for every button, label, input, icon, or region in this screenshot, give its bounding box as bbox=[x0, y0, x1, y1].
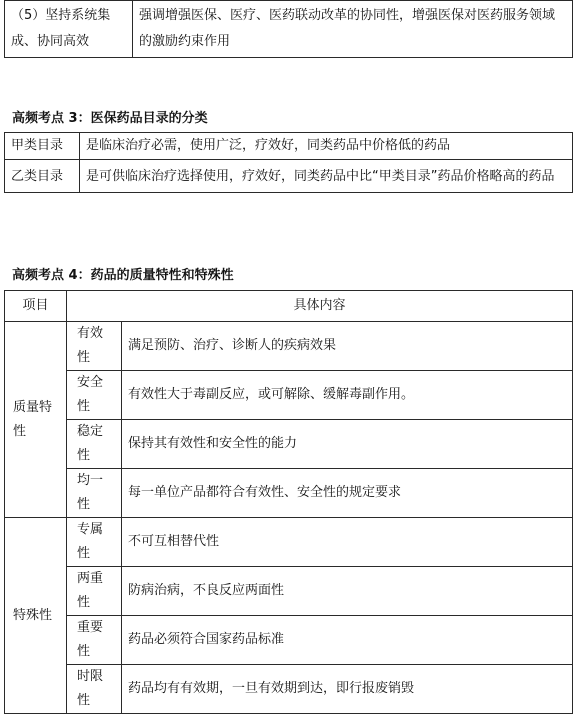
table-row bbox=[5, 371, 573, 420]
table-row bbox=[5, 133, 573, 160]
characteristic-name: 专属性 bbox=[67, 518, 122, 567]
table-row bbox=[5, 567, 573, 616]
characteristic-desc: 药品均有有效期，一旦有效期到达，即行报废销毁 bbox=[122, 665, 573, 714]
section-heading-4: 高频考点 4：药品的质量特性和特殊性 bbox=[12, 268, 234, 283]
characteristic-desc: 每一单位产品都符合有效性、安全性的规定要求 bbox=[122, 469, 573, 518]
catalog-type: 甲类目录 bbox=[5, 133, 80, 160]
principle-content: 强调增强医保、医疗、医药联动改革的协同性，增强医保对医药服务领域的激励约束作用 bbox=[133, 1, 573, 58]
characteristic-desc: 有效性大于毒副反应，或可解除、缓解毒副作用。 bbox=[122, 371, 573, 420]
table-row bbox=[5, 616, 573, 665]
characteristic-name: 时限性 bbox=[67, 665, 122, 714]
group-label-quality: 质量特性 bbox=[5, 322, 67, 518]
section-heading-3: 高频考点 3：医保药品目录的分类 bbox=[12, 111, 208, 126]
catalog-description: 是可供临床治疗选择使用，疗效好，同类药品中比“甲类目录”药品价格略高的药品 bbox=[80, 160, 573, 193]
characteristic-desc: 药品必须符合国家药品标准 bbox=[122, 616, 573, 665]
characteristic-desc: 满足预防、治疗、诊断人的疾病效果 bbox=[122, 322, 573, 371]
table-row bbox=[5, 518, 573, 567]
column-header-content: 具体内容 bbox=[67, 291, 573, 322]
table-row bbox=[5, 469, 573, 518]
column-header-item: 项目 bbox=[5, 291, 67, 322]
characteristic-name: 稳定性 bbox=[67, 420, 122, 469]
characteristic-desc: 防病治病，不良反应两面性 bbox=[122, 567, 573, 616]
characteristic-desc: 保持其有效性和安全性的能力 bbox=[122, 420, 573, 469]
characteristic-name: 有效性 bbox=[67, 322, 122, 371]
table-row bbox=[5, 322, 573, 371]
characteristic-name: 两重性 bbox=[67, 567, 122, 616]
table-row bbox=[5, 1, 573, 58]
characteristic-name: 安全性 bbox=[67, 371, 122, 420]
catalog-type: 乙类目录 bbox=[5, 160, 80, 193]
characteristic-name: 重要性 bbox=[67, 616, 122, 665]
group-label-special: 特殊性 bbox=[5, 518, 67, 714]
characteristic-name: 均一性 bbox=[67, 469, 122, 518]
table-row bbox=[5, 665, 573, 714]
table-row bbox=[5, 160, 573, 193]
drug-catalog-table bbox=[4, 132, 573, 193]
catalog-description: 是临床治疗必需，使用广泛，疗效好，同类药品中价格低的药品 bbox=[80, 133, 573, 160]
reform-principles-table bbox=[4, 0, 573, 58]
principle-item: （5）坚持系统集成、协同高效 bbox=[5, 1, 133, 58]
table-row bbox=[5, 420, 573, 469]
table-header-row bbox=[5, 291, 573, 322]
characteristic-desc: 不可互相替代性 bbox=[122, 518, 573, 567]
drug-characteristics-table bbox=[4, 290, 573, 714]
